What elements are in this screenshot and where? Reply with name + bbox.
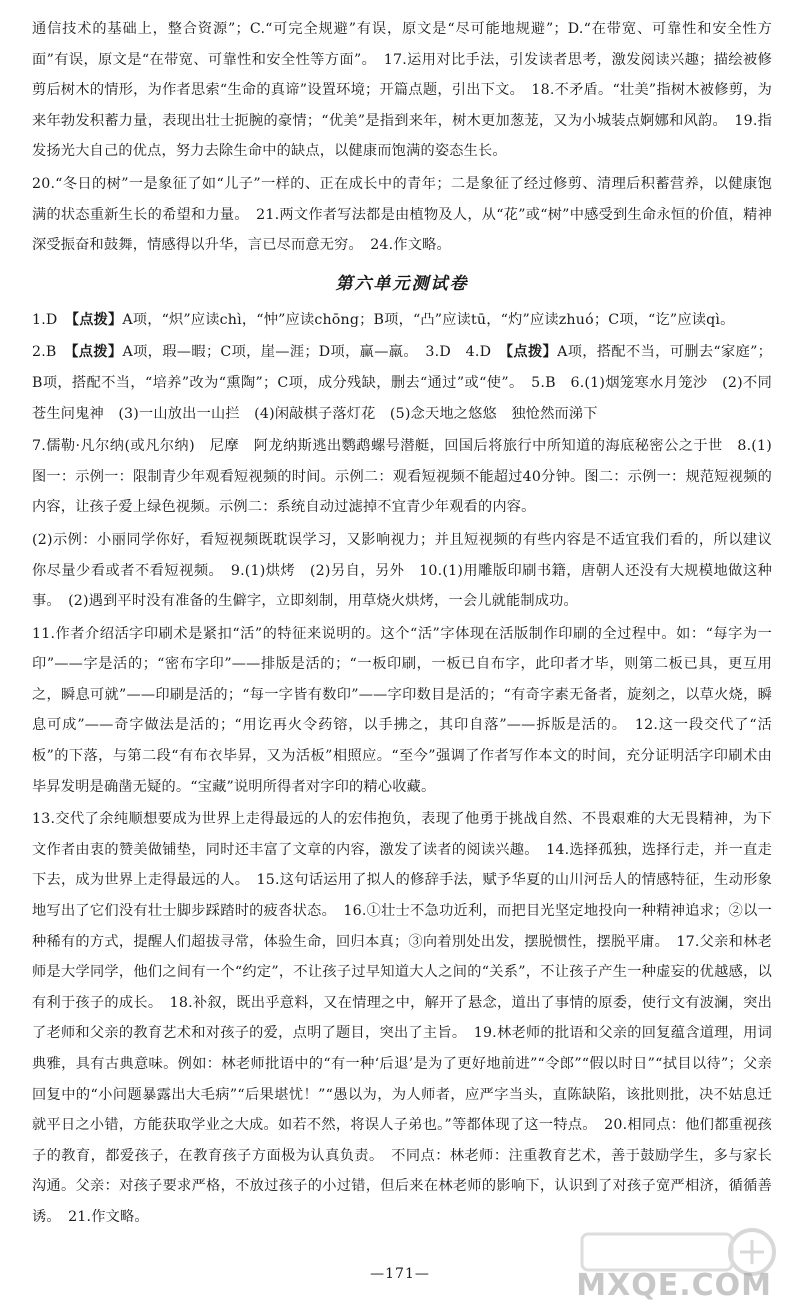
answer-text: A项，“炽”应读chì，“忡”应读chōng；B项，“凸”应读tū，“灼”应读zhuó；C项，“讫”应读qì。 bbox=[122, 311, 735, 328]
watermark-text: MXQE.COM bbox=[576, 1268, 772, 1303]
answer-paragraph-q1 bbox=[32, 305, 772, 336]
section-title: 第六单元测试卷 bbox=[335, 273, 469, 294]
answer-text: A项，搭配不当，可删去“家庭”；B项，搭配不当，“培养”改为“熏陶”；C项，成分残缺，删去“通过”或“使”。 5.B 6.(1)烟笼寒水月笼沙 (2)不同苍生问鬼神 (3)一山放出一山拦 (4)闲敲棋子落灯花 (5)念天地之悠悠 独怆然而涕下 bbox=[32, 344, 773, 422]
answer-paragraph: 通信技术的基础上，整合资源”；C.“可完全规避”有误，原文是“尽可能地规避”；D.“在带宽、可靠性和安全性方面”有误，原文是“在带宽、可靠性和安全性等方面”。 17.运用对比手法，引发读者思考，激发阅读兴趣；描绘被修剪后树木的情形，为作者思索“生命的真谛”设置环境；开篇点题，引出下文。 18.不矛盾。“壮美”指树木被修剪，为来年勃发积蓄力量，表现出壮士扼腕的豪情；“优美”是指到来年，树木更加葱茏，又为小城装点婀娜和风韵。 19.指发扬光大自己的优点，努力去除生命中的缺点，以健康而饱满的姿态生长。 bbox=[32, 21, 772, 160]
tip-label: 【点拨】 bbox=[71, 344, 123, 361]
answer-paragraph: (2)示例：小丽同学你好，看短视频既耽误学习，又影响视力；并且短视频的有些内容是不适宜我们看的，所以建议你尽量少看或者不看短视频。 9.(1)烘烤 (2)另自，另外 10.(1)用雕版印刷书籍，唐朝人还没有大规模地做这种事。 (2)遇到平时没有准备的生僻字，立即刻制，用草烧火烘烤，一会儿就能制成功。 bbox=[32, 531, 772, 610]
answer-paragraph: 11.作者介绍活字印刷术是紧扣“活”的特征来说明的。这个“活”字体现在活版制作印刷的全过程中。如：“每字为一印”——字是活的；“密布字印”——排版是活的；“一板印刷，一板已自布字，此印者才毕，则第二板已具，更互用之，瞬息可就”——印刷是活的；“每一字皆有数印”——字印数目是活的；“有奇字素无备者，旋刻之，以草火烧，瞬息可成”——奇字做法是活的；“用讫再火令药镕，以手拂之，其印自落”——拆版是活的。 12.这一段交代了“活板”的下落，与第二段“有布衣毕昇，又为活板”相照应。“至今”强调了作者写作本文的时间，充分证明活字印刷术由毕昇发明是确凿无疑的。“宝藏”说明所得者对字印的精心收藏。 bbox=[32, 625, 772, 795]
tip-label: 【点拨】 bbox=[505, 344, 558, 361]
answer-text: A项，瑕—暇；C项，崖—涯；D项，赢—羸。 3.D 4.D bbox=[122, 344, 492, 361]
question-number: 1.D bbox=[32, 311, 58, 328]
page-content bbox=[32, 14, 772, 1235]
tip-label: 【点拨】 bbox=[71, 311, 123, 328]
answer-paragraph-q2 bbox=[32, 337, 772, 429]
page-number: —171— bbox=[370, 1266, 430, 1282]
question-number: 2.B bbox=[32, 344, 57, 361]
answer-paragraph: 20.“冬日的树”一是象征了如“儿子”一样的、正在成长中的青年；二是象征了经过修剪、清理后积蓄营养，以健康饱满的状态重新生长的希望和力量。 21.两文作者写法都是由植物及人，从“花”或“树”中感受到生命永恒的价值，精神深受振奋和鼓舞，情感得以升华，言已尽而意无穷。 24.作文略。 bbox=[32, 175, 772, 254]
answer-paragraph: 13.交代了余纯顺想要成为世界上走得最远的人的宏伟抱负，表现了他勇于挑战自然、不畏艰难的大无畏精神，为下文作者由衷的赞美做铺垫，同时还丰富了文章的内容，激发了读者的阅读兴趣。 14.选择孤独，选择行走，并一直走下去，成为世界上走得最远的人。 15.这句话运用了拟人的修辞手法，赋予华夏的山川河岳人的情感特征，生动形象地写出了它们没有壮士脚步踩踏时的疲沓状态。 16.①壮士不急功近利，而把目光坚定地投向一种精神追求；②以一种稀有的方式，提醒人们超拔寻常，体验生命，回归本真；③向着別处出发，摆脱惯性，摆脱平庸。 17.父亲和林老师是大学同学，他们之间有一个“约定”，不让孩子过早知道大人之间的“关系”，不让孩子产生一种虚妄的优越感，以有利于孩子的成长。 18.补叙，既出乎意料，又在情理之中，解开了悬念，道出了事情的原委，使行文有波澜，突出了老师和父亲的教育艺术和对孩子的爱，点明了题目，突出了主旨。 19.林老师的批语和父亲的回复蕴含道理，用词典雅，具有古典意味。例如：林老师批语中的“有一种‘后退’是为了更好地前进”“令郎”“假以时日”“拭目以待”；父亲回复中的“小问题暴露出大毛病”“后果堪忧！”“愚以为，为人师者，应严字当头，直陈缺陷，该批则批，决不姑息迁就平日之小错，方能获取学业之大成。如若不然，将误人子弟也。”等都体现了这一特点。 20.相同点：他们都重视孩子的教育，都爱孩子，在教育孩子方面极为认真负责。 不同点：林老师：注重教育艺术，善于鼓励学生，多与家长沟通。父亲：对孩子要求严格，不放过孩子的小过错，但后来在林老师的影响下，认识到了对孩子宽严相济，循循善诱。 21.作文略。 bbox=[32, 811, 772, 1225]
answer-paragraph: 7.儒勒·凡尔纳(或凡尔纳) 尼摩 阿龙纳斯逃出鹦鹉螺号潜艇，回国后将旅行中所知道的海底秘密公之于世 8.(1)图一：示例一：限制青少年观看短视频的时间。示例二：观看短视频不能超过40分钟。图二：示例一：规范短视频的内容，让孩子爱上绿色视频。示例二：系统自动过滤掉不宜青少年观看的内容。 bbox=[32, 438, 772, 516]
